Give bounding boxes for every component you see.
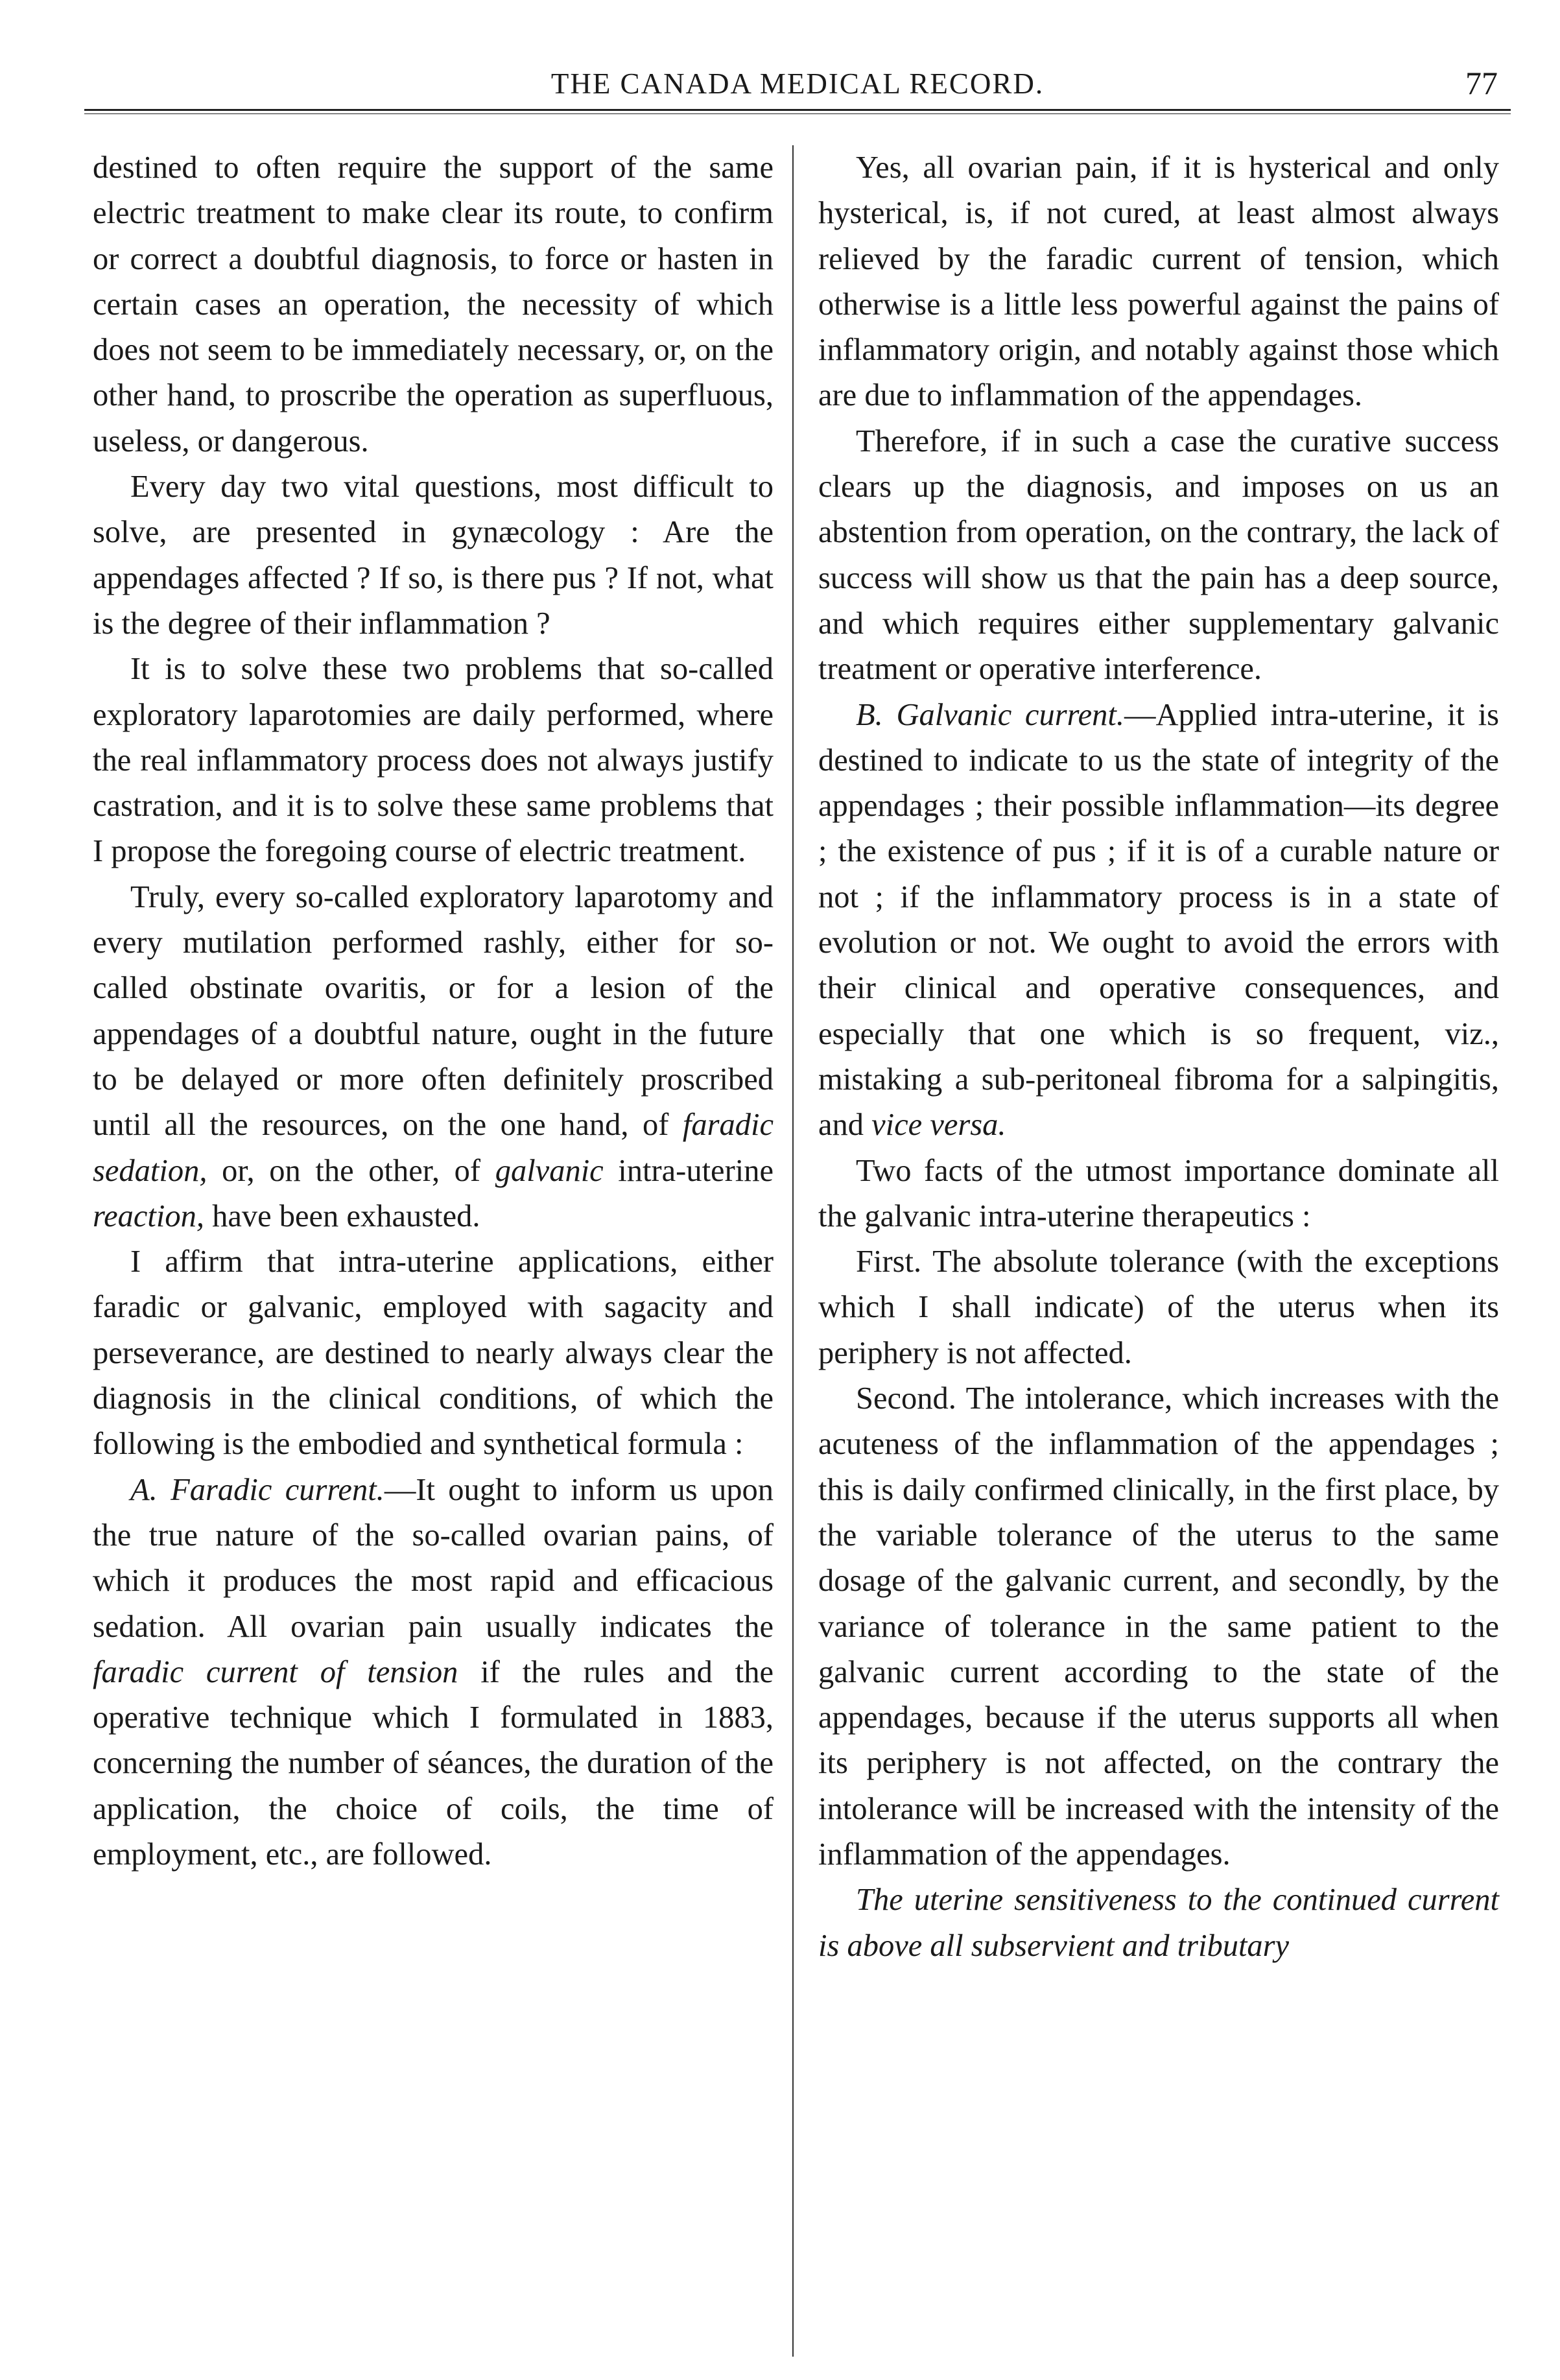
paragraph: It is to solve these two problems that so-called exploratory laparotomies are daily performed, where the real inflammatory process does not always justify castration, and it is to solve these same problems that I propose the foregoing course of electric treatment. [93,652,774,869]
italic-term: vice versa. [871,1108,1006,1143]
paragraph [93,875,774,1239]
italic-sentence: The uterine sensitiveness to the continued current is above all subservient and tributary [818,1883,1499,1963]
section-heading: B. Galvanic current. [856,697,1125,732]
text-run: have been exhausted. [204,1198,480,1233]
section-heading: A. Faradic current. [130,1472,384,1507]
page-number: 77 [1465,65,1498,101]
text-run: or, on the other, of [207,1153,495,1188]
page-header [84,26,1511,101]
text-run: —It ought to inform us upon the true nature of the so-called ovarian pains, of which it produces the most rapid and efficacious sedation. All ovarian pain usually indicates the [93,1472,774,1644]
column-divider [792,145,794,2357]
paragraph: Two facts of the utmost importance dominate all the galvanic intra-uterine therapeutics : [818,1153,1499,1233]
text-run: if the rules and the operative technique which I formulated in 1883, concerning the number of séances, the duration of the application, the choice of coils, the time of employment, etc., are followed. [93,1654,774,1872]
italic-term: faradic sedation, [93,1108,774,1188]
paragraph: Yes, all ovarian pain, if it is hysterical and only hysterical, is, if not cured, at least almost always relieved by the faradic current of tension, which otherwise is a little less powerful against the pains of inflammatory origin, and notably against those which are due to inflammation of the appendages. [818,150,1499,413]
paragraph: destined to often require the support of the same electric treatment to make clear its route, to confirm or correct a doubtful diagnosis, to force or hasten in certain cases an operation, the necessity of which does not seem to be immediately necessary, or, on the other hand, to proscribe the operation as superfluous, useless, or dangerous. [93,150,774,458]
header-rule [84,109,1511,114]
paragraph: Second. The intolerance, which increases with the acuteness of the inflammation of the appendages ; this is daily confirmed clinically, in the first place, by the variable tolerance of the uterus to the same dosage of the galvanic current, and secondly, by the variance of tolerance in the same patient to the galvanic current according to the state of the appendages, because if the uterus supports all when its periphery is not affected, on the contrary the intolerance will be increased with the intensity of the inflammation of the appendages. [818,1381,1499,1872]
italic-term: faradic current of tension [93,1654,458,1689]
paragraph: Therefore, if in such a case the curative success clears up the diagnosis, and imposes on us an abstention from operation, on the contrary, the lack of success will show us that the pain has a deep source, and which requires either supplementary galvanic treatment or operative interference. [818,423,1499,687]
paragraph [818,693,1499,1148]
italic-term: reaction, [93,1198,204,1233]
left-column [93,145,774,1877]
paragraph: Every day two vital questions, most difficult to solve, are presented in gynæcology : Are the appendages affected ? If so, is there pus ? If not, what is the degree of their inflammation ? [93,470,774,641]
text-run: intra-uterine [603,1153,774,1188]
text-run: Truly, every so-called exploratory laparotomy and every mutilation performed rashly, either for so-called obstinate ovaritis, or for a lesion of the appendages of a doubtful nature, ought in the future to be delayed or more often definitely proscribed until all the resources, on the one hand, of [93,879,774,1143]
right-column [818,145,1499,1969]
italic-term: galvanic [495,1153,604,1188]
paragraph [818,1877,1499,1969]
paragraph: I affirm that intra-uterine applications, either faradic or galvanic, employed with sagacity and perseverance, are destined to nearly always clear the diagnosis in the clinical conditions, of which the following is the embodied and synthetical formula : [93,1244,774,1462]
paragraph [93,1468,774,1878]
running-title: THE CANADA MEDICAL RECORD. [550,67,1045,100]
paragraph: First. The absolute tolerance (with the exceptions which I shall indicate) of the uterus when its periphery is not affected. [818,1244,1499,1370]
text-run: —Applied intra-uterine, it is destined to indicate to us the state of integrity of the appendages ; their possible inflammation—its degree ; the existence of pus ; if it is of a curable nature or not ; if the inflammatory process is in a state of evolution or not. We ought to avoid the errors with their clinical and operative consequences, and especially that one which is so frequent, viz., mistaking a sub-peritoneal fibroma for a salpingitis, and [818,697,1499,1143]
